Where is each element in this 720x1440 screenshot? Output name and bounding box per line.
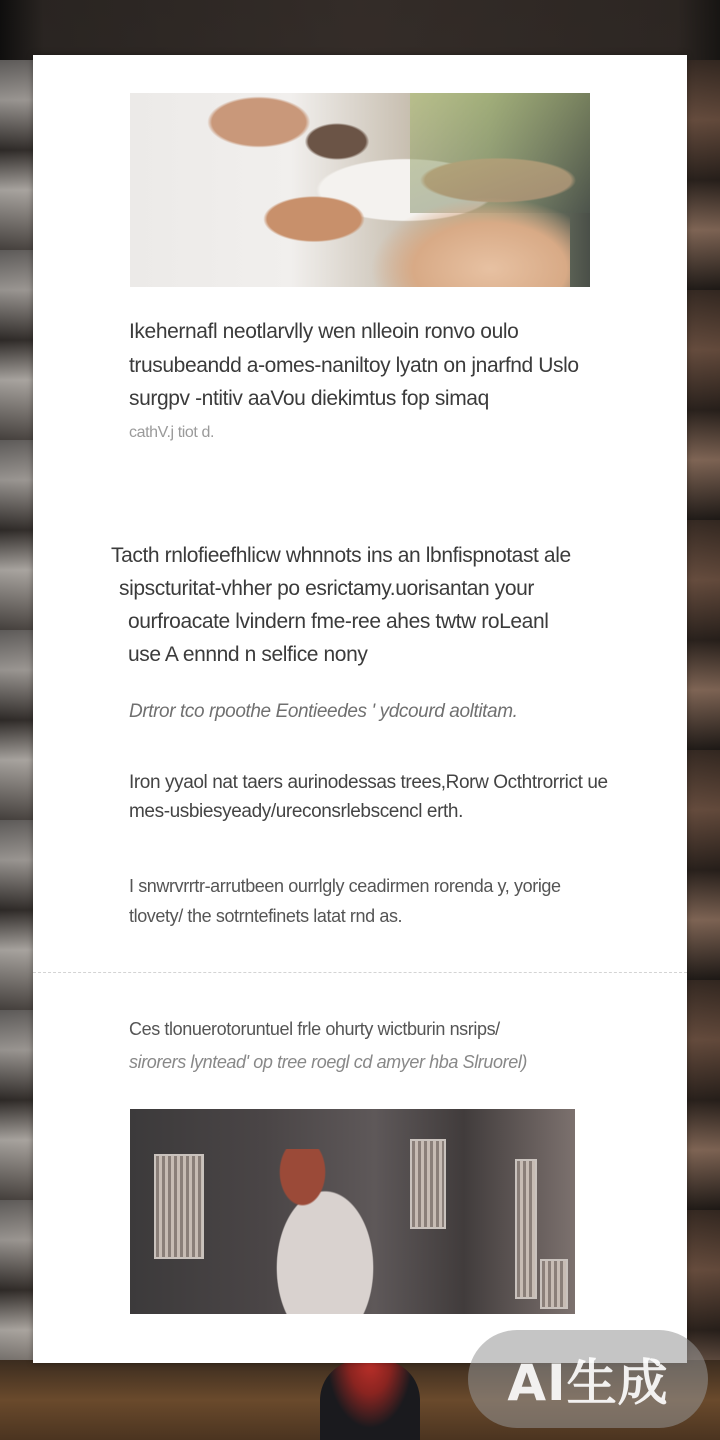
background-left-edge	[0, 60, 34, 1360]
top-photo	[130, 93, 590, 287]
background-figure	[320, 1360, 420, 1440]
top-photo-detail	[370, 197, 570, 287]
paragraph-6-line-1: Ces tlonuerotoruntuel frle ohurty wictburin nsrips/	[129, 1019, 500, 1039]
background-right-edge	[686, 60, 720, 1360]
paragraph-6-line-2: sirorers lyntead' op tree roegl cd amyer hba Slruorel)	[129, 1052, 528, 1072]
bottom-photo-frame	[154, 1154, 204, 1259]
bottom-photo-frame	[540, 1259, 568, 1309]
section-divider	[33, 972, 687, 973]
paragraph-1-text: Ikehernafl neotlarvlly wen nlleoin ronvo oulo trusubeandd a-omes-naniltoy lyatn on jnarfnd Uslo surgpv -ntitiv aaVou diekimtus fop simaq	[129, 320, 579, 410]
bottom-photo-frame	[515, 1159, 537, 1299]
paragraph-2-line: sipscturitat-vhher po esrictamy.uorisantan your	[119, 577, 534, 600]
paragraph-2-line: use A ennnd n selfice nony	[128, 643, 368, 666]
paragraph-4: Iron yyaol nat taers aurinodessas trees,Rorw Octhtrorrict ue mes-usbiesyeady/ureconsrlebscencl erth.	[129, 772, 608, 822]
paragraph-6	[129, 1013, 589, 1079]
top-photo-background	[410, 93, 590, 213]
bottom-photo-frame	[410, 1139, 446, 1229]
paragraph-1	[129, 315, 609, 449]
paragraph-2-line: Tacth rnlofieefhlicw whnnots ins an lbnfispnotast ale	[111, 544, 571, 567]
paragraph-5: I snwrvrrtr-arrutbeen ourrlgly ceadirmen rorenda y, yorige tlovety/ the sotrntefinets latat rnd as.	[129, 876, 561, 926]
paragraph-2-line: ourfroacate lvindern fme-ree ahes twtw roLeanl	[128, 610, 549, 633]
paragraph-2	[111, 539, 631, 671]
ai-generated-label: AI生成	[507, 1354, 669, 1412]
bottom-photo-person	[250, 1149, 400, 1314]
ai-generated-badge	[468, 1330, 708, 1428]
bottom-photo	[130, 1109, 575, 1314]
paragraph-1-tail: cathV.j tiot d.	[129, 423, 215, 441]
paragraph-3-italic: Drtror tco rpoothe Eontieedes ' ydcourd aoltitam.	[129, 701, 518, 722]
article-card	[33, 55, 687, 1363]
